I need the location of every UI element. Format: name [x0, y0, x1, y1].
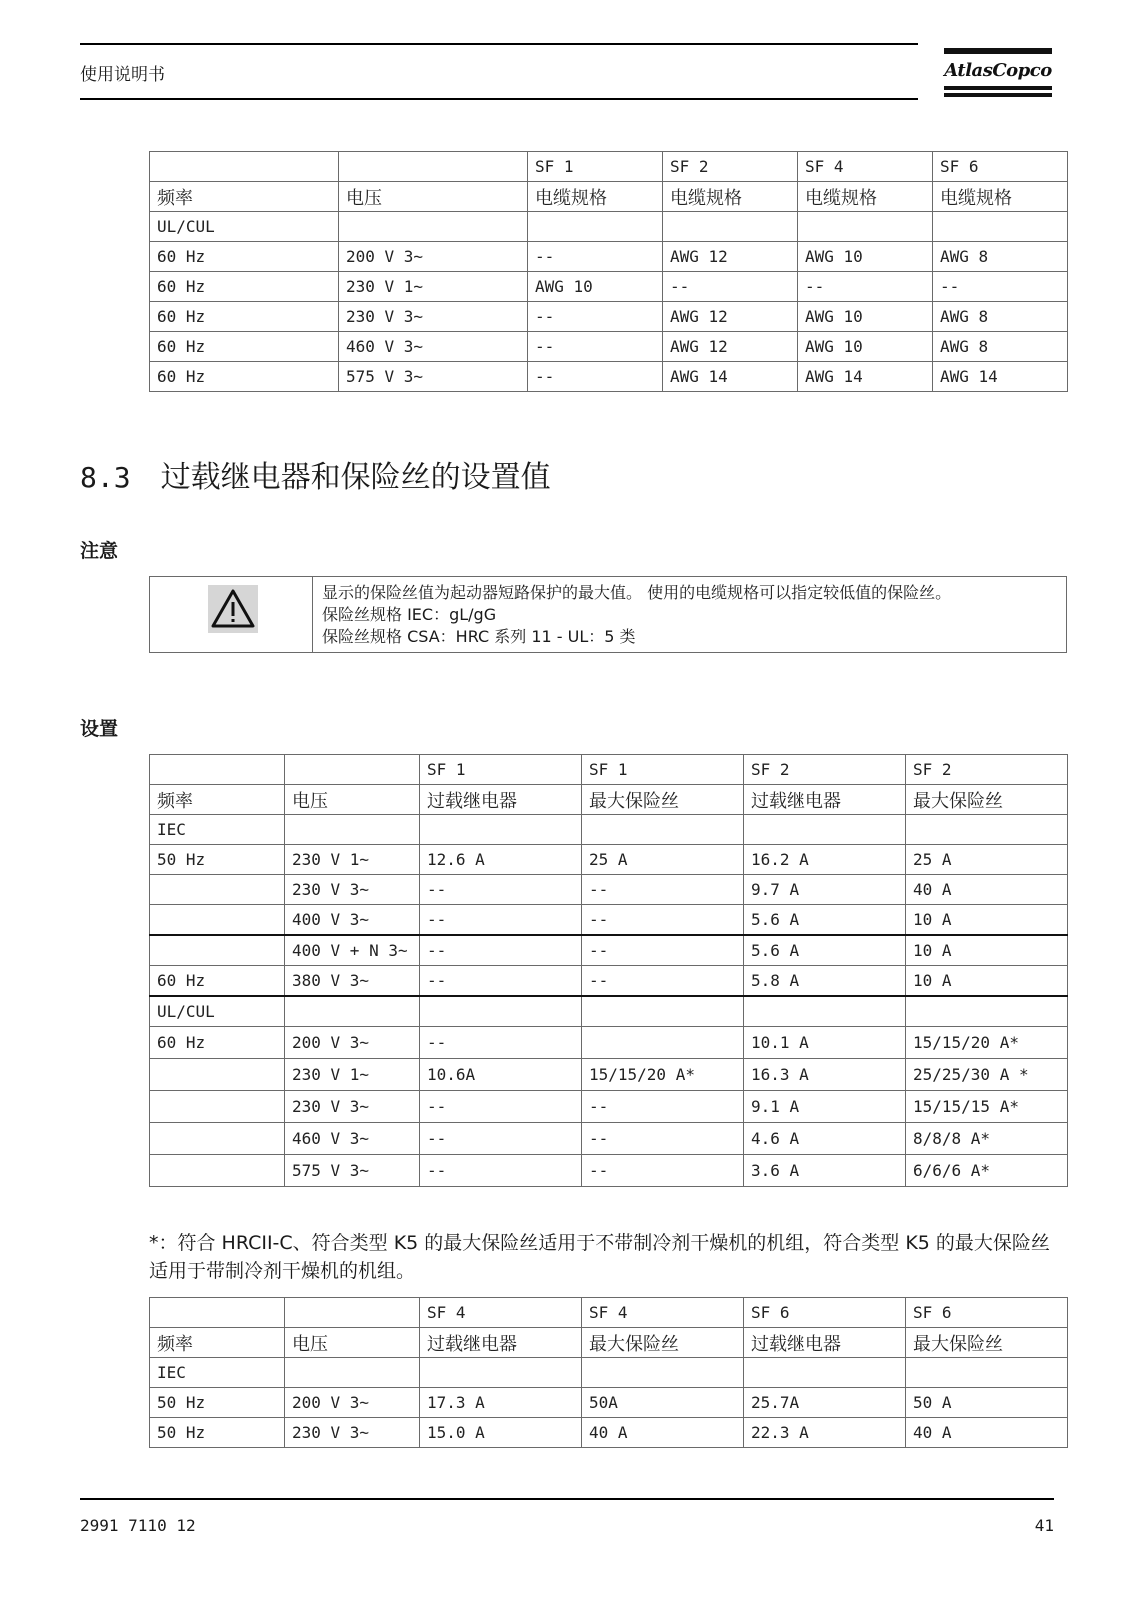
table-cell: 50 Hz: [150, 1418, 285, 1448]
table-cell: [582, 996, 744, 1027]
header-rule-bottom: [80, 98, 918, 100]
table-cell: AWG 12: [663, 302, 798, 332]
table-cell: AWG 10: [798, 332, 933, 362]
table-cell: SF 4: [798, 152, 933, 182]
atlas-copco-logo: [944, 48, 1052, 100]
table-row: [150, 1155, 1068, 1187]
logo-bar-mid: [944, 86, 1052, 90]
table-cell: 40 A: [906, 875, 1068, 905]
table-cell: 6/6/6 A*: [906, 1155, 1068, 1187]
table-cell: [744, 1358, 906, 1388]
table-cell: 16.3 A: [744, 1059, 906, 1091]
table-cell: 4.6 A: [744, 1123, 906, 1155]
table-cell: SF 1: [528, 152, 663, 182]
footer-rule: [80, 1498, 1054, 1500]
table-cell: [150, 875, 285, 905]
table-cell: --: [420, 875, 582, 905]
table-cell: --: [420, 1027, 582, 1059]
logo-bar-bottom: [944, 93, 1052, 97]
table-row: [150, 302, 1068, 332]
table-row: [150, 905, 1068, 936]
table-cell: 15.0 A: [420, 1418, 582, 1448]
notice-text: [322, 582, 951, 648]
table-cell: 60 Hz: [150, 332, 339, 362]
table-cell: [744, 996, 906, 1027]
column-header-cable-size: 电缆规格: [798, 182, 933, 212]
table-cell: [744, 815, 906, 845]
table-cell: 15/15/15 A*: [906, 1091, 1068, 1123]
table-row: [150, 362, 1068, 392]
column-header-overload-relay: 过载继电器: [420, 785, 582, 815]
table-cell: 460 V 3~: [285, 1123, 420, 1155]
table-cell: --: [582, 966, 744, 997]
cable-size-table-body: [150, 152, 1068, 392]
table-cell: 9.1 A: [744, 1091, 906, 1123]
table-cell: 10.1 A: [744, 1027, 906, 1059]
warning-icon: [208, 585, 258, 633]
notice-heading: 注意: [80, 540, 119, 562]
settings-table-sf1-sf2: [149, 754, 1068, 1187]
logo-text: AtlasCopco: [944, 60, 1052, 81]
table-cell: [285, 1298, 420, 1328]
table-cell: [582, 815, 744, 845]
table-cell: 230 V 3~: [285, 875, 420, 905]
table-row: [150, 755, 1068, 785]
column-header-voltage: 电压: [285, 785, 420, 815]
table-cell: 25/25/30 A *: [906, 1059, 1068, 1091]
table-row: [150, 242, 1068, 272]
table-cell: 60 Hz: [150, 362, 339, 392]
table-cell: 5.6 A: [744, 905, 906, 936]
column-header-overload-relay: 过载继电器: [744, 1328, 906, 1358]
footnote: *：符合 HRCII-C、符合类型 K5 的最大保险丝适用于不带制冷剂干燥机的机组，符合类型 K5 的最大保险丝适用于带制冷剂干燥机的机组。: [149, 1232, 1050, 1282]
column-header-cable-size: 电缆规格: [933, 182, 1068, 212]
table-cell: SF 1: [420, 755, 582, 785]
table-row: [150, 815, 1068, 845]
table-cell: AWG 14: [798, 362, 933, 392]
table-cell: 400 V 3~: [285, 905, 420, 936]
column-header-overload-relay: 过载继电器: [420, 1328, 582, 1358]
column-header-voltage: 电压: [285, 1328, 420, 1358]
table-cell: 230 V 3~: [285, 1418, 420, 1448]
table-row: [150, 152, 1068, 182]
table-cell: 5.8 A: [744, 966, 906, 997]
column-header-voltage: 电压: [339, 182, 528, 212]
table-cell: 12.6 A: [420, 845, 582, 875]
table-cell: [663, 212, 798, 242]
table-cell: --: [420, 966, 582, 997]
table-row: [150, 966, 1068, 997]
column-header-max-fuse: 最大保险丝: [582, 785, 744, 815]
table-cell: [339, 212, 528, 242]
column-header-cable-size: 电缆规格: [528, 182, 663, 212]
table-cell: [285, 1358, 420, 1388]
table-cell: 10 A: [906, 935, 1068, 966]
table-cell: --: [420, 1155, 582, 1187]
column-header-frequency: 频率: [150, 1328, 285, 1358]
table-row: [150, 1123, 1068, 1155]
page-number: 41: [1034, 1516, 1054, 1535]
table-cell: --: [582, 1155, 744, 1187]
table-cell: 60 Hz: [150, 242, 339, 272]
table-cell: 50A: [582, 1388, 744, 1418]
logo-bar-top: [944, 48, 1052, 54]
table-header-row: [150, 785, 1068, 815]
table-cell: SF 6: [744, 1298, 906, 1328]
table-cell: AWG 10: [798, 242, 933, 272]
table-cell: 15/15/20 A*: [906, 1027, 1068, 1059]
table-cell: 575 V 3~: [285, 1155, 420, 1187]
table-cell: SF 6: [906, 1298, 1068, 1328]
table-cell: [582, 1358, 744, 1388]
header-rule-top: [80, 43, 918, 45]
document-number: 2991 7110 12: [80, 1516, 196, 1535]
table-cell: 10.6A: [420, 1059, 582, 1091]
table-cell: --: [798, 272, 933, 302]
table-cell: [582, 1027, 744, 1059]
table-cell: --: [420, 1123, 582, 1155]
table-cell: 10 A: [906, 966, 1068, 997]
column-header-max-fuse: 最大保险丝: [906, 785, 1068, 815]
table-cell: --: [420, 935, 582, 966]
table-cell: 15/15/20 A*: [582, 1059, 744, 1091]
table-cell: SF 2: [663, 152, 798, 182]
settings-table-sf4-sf6-body: [150, 1298, 1068, 1448]
table-row: [150, 212, 1068, 242]
settings-table-sf4-sf6: [149, 1297, 1068, 1448]
table-cell: --: [420, 1091, 582, 1123]
table-row: [150, 1388, 1068, 1418]
table-cell: 380 V 3~: [285, 966, 420, 997]
table-cell: 230 V 1~: [285, 1059, 420, 1091]
table-cell: 25 A: [906, 845, 1068, 875]
table-cell: AWG 14: [933, 362, 1068, 392]
table-cell: [150, 905, 285, 936]
table-cell: 230 V 3~: [285, 1091, 420, 1123]
table-cell: 230 V 1~: [339, 272, 528, 302]
notice-line: 保险丝规格 CSA：HRC 系列 11 - UL：5 类: [322, 627, 636, 646]
table-cell: IEC: [150, 815, 285, 845]
table-cell: [150, 1091, 285, 1123]
section-heading: [80, 452, 551, 496]
table-cell: 460 V 3~: [339, 332, 528, 362]
table-row: [150, 875, 1068, 905]
table-cell: --: [528, 302, 663, 332]
table-cell: [150, 755, 285, 785]
table-cell: AWG 8: [933, 332, 1068, 362]
notice-divider: [312, 577, 313, 652]
table-cell: 25.7A: [744, 1388, 906, 1418]
table-cell: 22.3 A: [744, 1418, 906, 1448]
table-cell: SF 6: [933, 152, 1068, 182]
table-cell: AWG 10: [798, 302, 933, 332]
table-cell: [420, 815, 582, 845]
table-cell: 400 V + N 3~: [285, 935, 420, 966]
table-row: [150, 1418, 1068, 1448]
notice-line: 保险丝规格 IEC：gL/gG: [322, 605, 497, 624]
settings-heading: 设置: [80, 718, 119, 740]
table-cell: [798, 212, 933, 242]
table-cell: [150, 1298, 285, 1328]
table-cell: IEC: [150, 1358, 285, 1388]
column-header-cable-size: 电缆规格: [663, 182, 798, 212]
column-header-frequency: 频率: [150, 182, 339, 212]
table-cell: 9.7 A: [744, 875, 906, 905]
table-cell: --: [582, 875, 744, 905]
table-cell: 40 A: [582, 1418, 744, 1448]
table-cell: [285, 755, 420, 785]
table-cell: [906, 996, 1068, 1027]
settings-table-sf1-sf2-body: [150, 755, 1068, 1187]
table-header-row: [150, 182, 1068, 212]
table-cell: [420, 1358, 582, 1388]
table-cell: AWG 12: [663, 242, 798, 272]
cable-size-table: [149, 151, 1068, 392]
table-cell: 60 Hz: [150, 1027, 285, 1059]
table-cell: --: [582, 935, 744, 966]
table-cell: --: [582, 905, 744, 936]
table-cell: [906, 815, 1068, 845]
table-cell: 50 Hz: [150, 1388, 285, 1418]
table-cell: --: [663, 272, 798, 302]
column-header-max-fuse: 最大保险丝: [582, 1328, 744, 1358]
table-cell: 50 Hz: [150, 845, 285, 875]
header-title: 使用说明书: [80, 65, 165, 85]
notice-box: [149, 576, 1067, 653]
table-cell: [150, 152, 339, 182]
column-header-frequency: 频率: [150, 785, 285, 815]
table-cell: UL/CUL: [150, 996, 285, 1027]
table-cell: 60 Hz: [150, 966, 285, 997]
section-number: 8.3: [80, 461, 131, 494]
table-cell: [150, 1059, 285, 1091]
table-cell: SF 1: [582, 755, 744, 785]
table-cell: 200 V 3~: [285, 1027, 420, 1059]
table-cell: [285, 815, 420, 845]
table-cell: 5.6 A: [744, 935, 906, 966]
table-row: [150, 996, 1068, 1027]
table-cell: 575 V 3~: [339, 362, 528, 392]
table-cell: SF 4: [420, 1298, 582, 1328]
table-cell: 25 A: [582, 845, 744, 875]
table-cell: AWG 14: [663, 362, 798, 392]
table-cell: --: [528, 332, 663, 362]
table-cell: [150, 1155, 285, 1187]
table-cell: SF 4: [582, 1298, 744, 1328]
section-title: 过载继电器和保险丝的设置值: [160, 460, 551, 495]
table-cell: --: [420, 905, 582, 936]
table-cell: --: [582, 1091, 744, 1123]
table-row: [150, 1298, 1068, 1328]
table-row: [150, 272, 1068, 302]
table-row: [150, 1027, 1068, 1059]
table-cell: [150, 1123, 285, 1155]
table-cell: 60 Hz: [150, 272, 339, 302]
column-header-overload-relay: 过载继电器: [744, 785, 906, 815]
table-cell: 230 V 3~: [339, 302, 528, 332]
table-cell: 60 Hz: [150, 302, 339, 332]
table-cell: 8/8/8 A*: [906, 1123, 1068, 1155]
table-cell: AWG 8: [933, 242, 1068, 272]
table-cell: --: [528, 362, 663, 392]
notice-line: 显示的保险丝值为起动器短路保护的最大值。 使用的电缆规格可以指定较低值的保险丝。: [322, 583, 952, 602]
table-cell: AWG 8: [933, 302, 1068, 332]
table-cell: 200 V 3~: [285, 1388, 420, 1418]
table-cell: --: [933, 272, 1068, 302]
table-cell: [420, 996, 582, 1027]
table-header-row: [150, 1328, 1068, 1358]
table-cell: [528, 212, 663, 242]
table-row: [150, 845, 1068, 875]
table-cell: [150, 935, 285, 966]
table-cell: 230 V 1~: [285, 845, 420, 875]
table-cell: SF 2: [906, 755, 1068, 785]
table-cell: AWG 10: [528, 272, 663, 302]
table-cell: [906, 1358, 1068, 1388]
table-cell: 3.6 A: [744, 1155, 906, 1187]
table-cell: SF 2: [744, 755, 906, 785]
table-cell: 10 A: [906, 905, 1068, 936]
table-cell: 200 V 3~: [339, 242, 528, 272]
table-cell: --: [528, 242, 663, 272]
table-cell: UL/CUL: [150, 212, 339, 242]
table-cell: 16.2 A: [744, 845, 906, 875]
table-cell: [933, 212, 1068, 242]
table-cell: AWG 12: [663, 332, 798, 362]
table-row: [150, 935, 1068, 966]
table-row: [150, 1358, 1068, 1388]
column-header-max-fuse: 最大保险丝: [906, 1328, 1068, 1358]
table-cell: --: [582, 1123, 744, 1155]
table-row: [150, 1059, 1068, 1091]
table-cell: [339, 152, 528, 182]
table-cell: 40 A: [906, 1418, 1068, 1448]
table-row: [150, 1091, 1068, 1123]
table-cell: 17.3 A: [420, 1388, 582, 1418]
table-cell: [285, 996, 420, 1027]
table-cell: 50 A: [906, 1388, 1068, 1418]
table-row: [150, 332, 1068, 362]
